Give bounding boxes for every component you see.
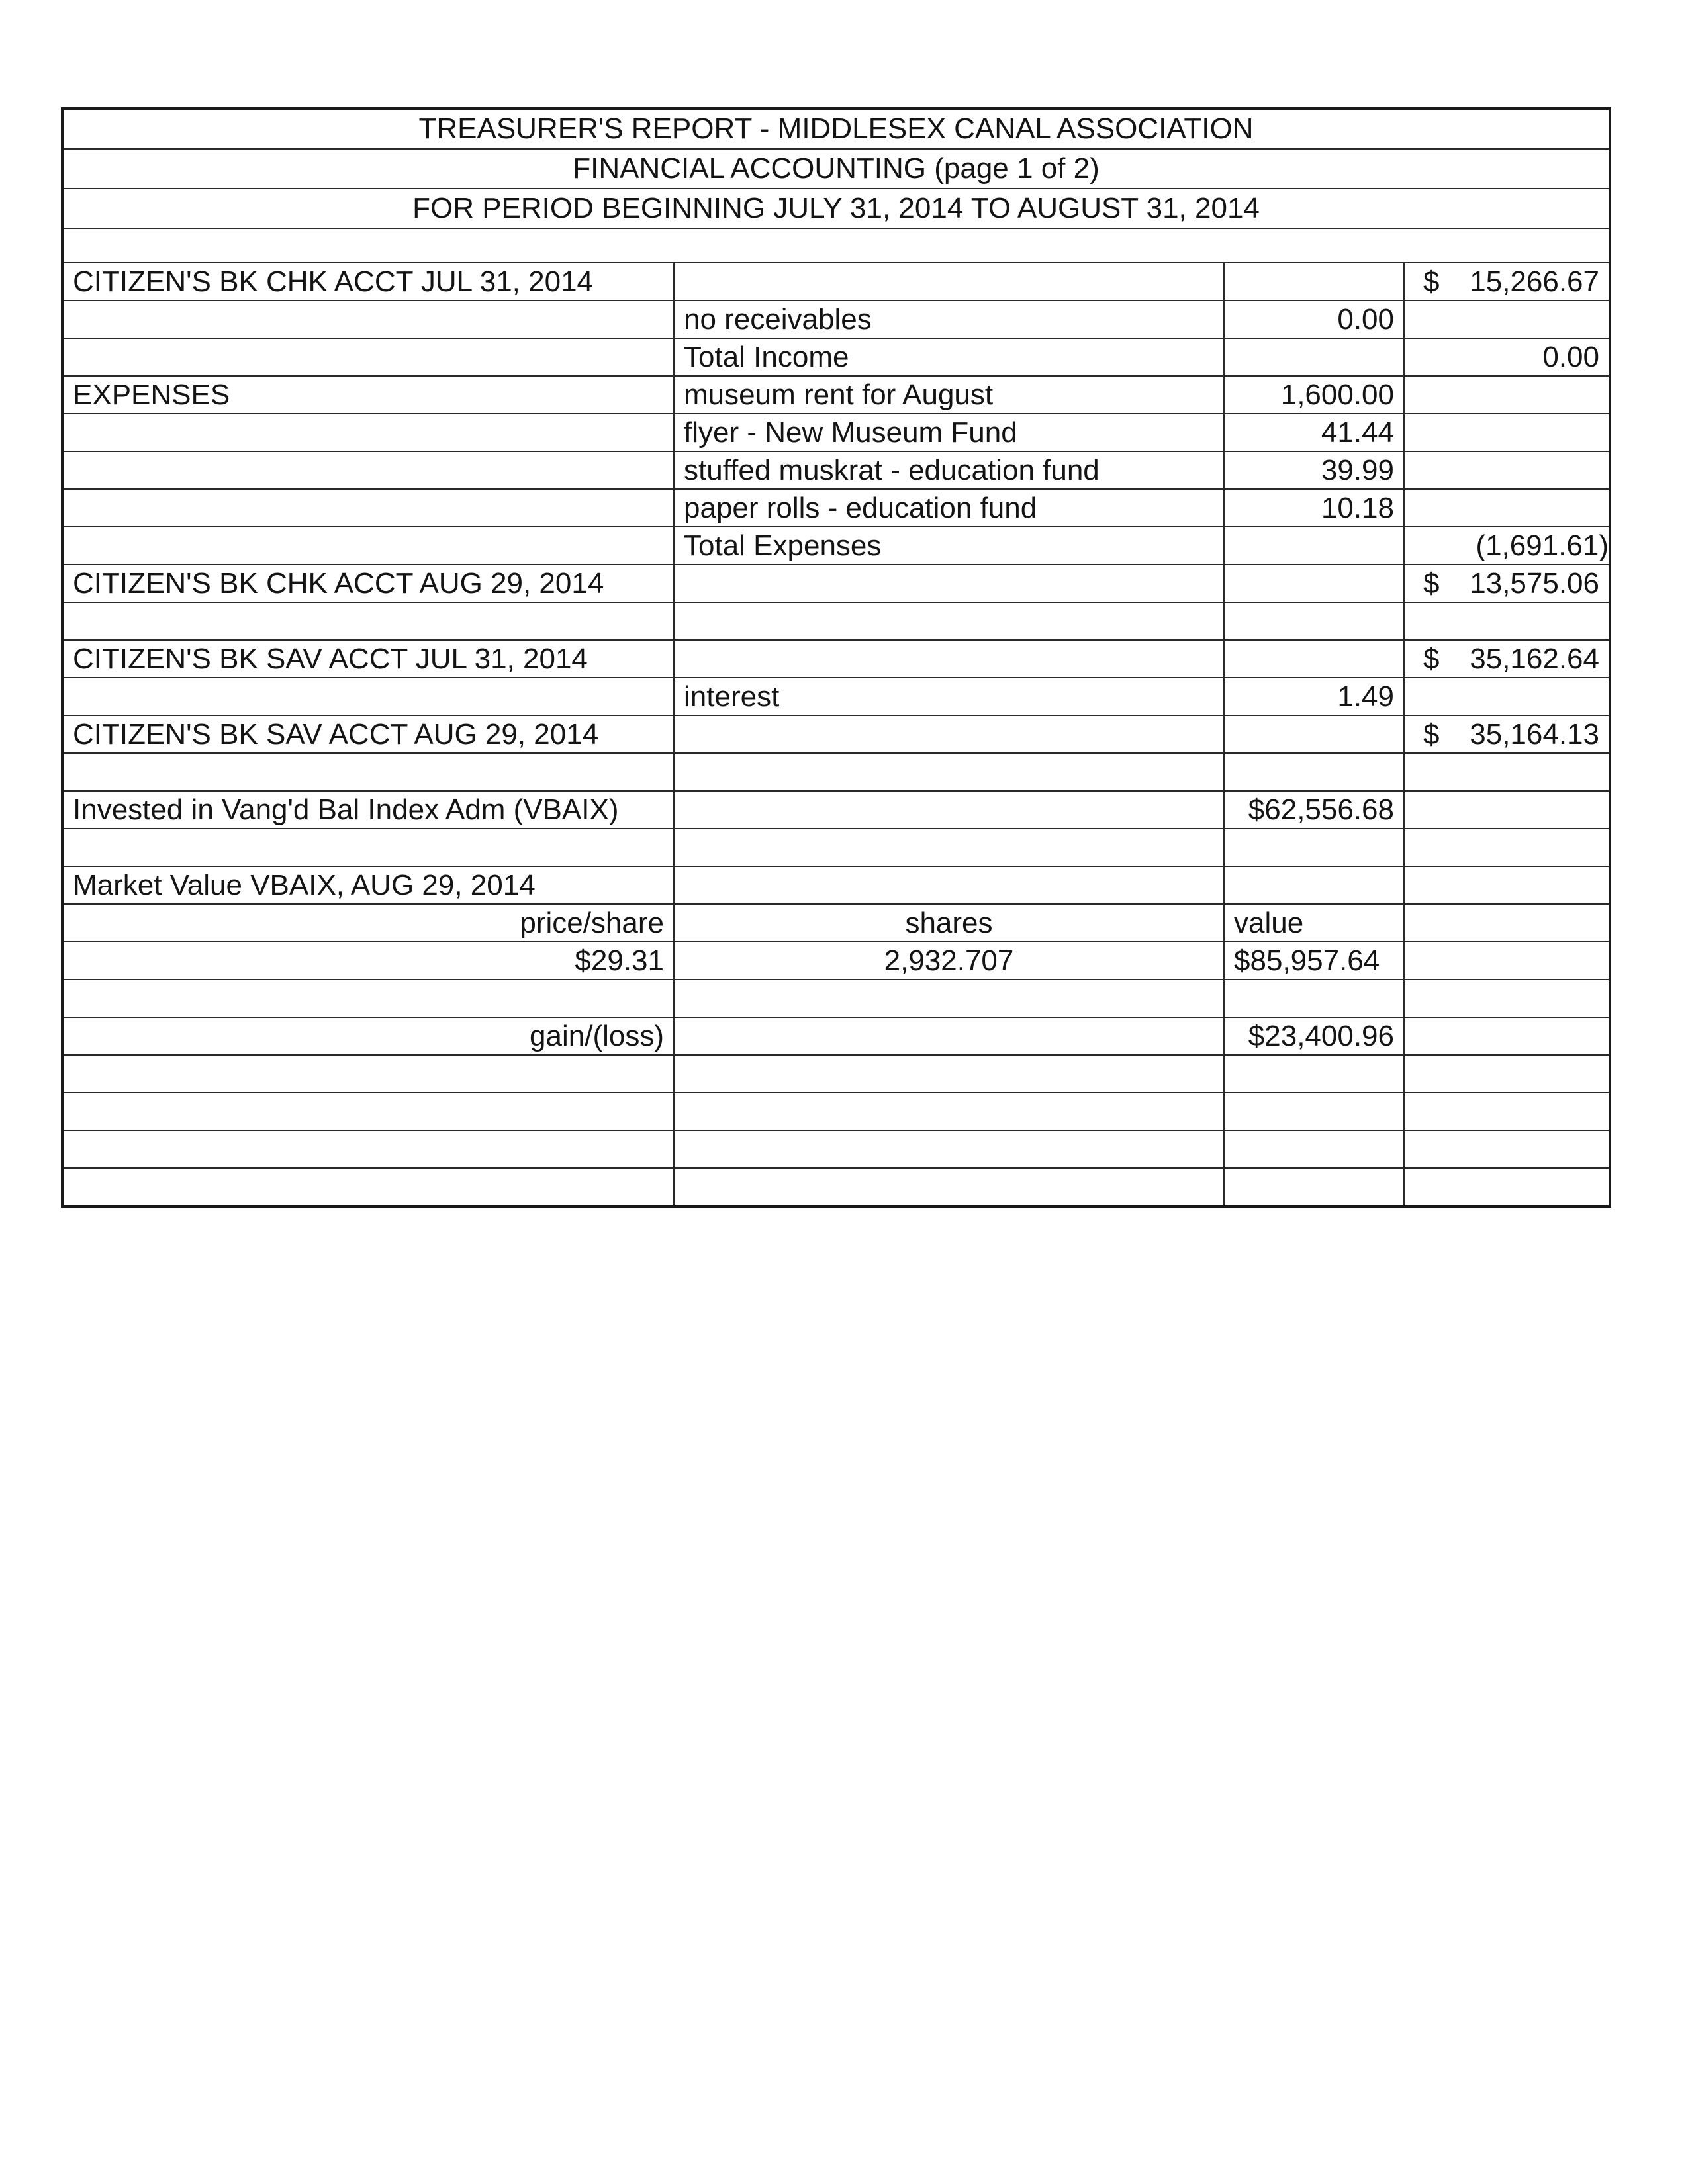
table-row [64,565,1609,602]
market-value-label: Market Value VBAIX, AUG 29, 2014 [64,866,674,904]
treasurers-report [61,107,1611,1208]
market-value: $85,957.64 [1224,942,1404,979]
table-row [64,829,1609,866]
table-row [64,338,1609,376]
table-row [64,942,1609,979]
shares-header: shares [674,904,1224,942]
price-header: price/share [64,904,674,942]
shares-value: 2,932.707 [674,942,1224,979]
investment-label: Invested in Vang'd Bal Index Adm (VBAIX) [64,791,674,829]
report-subtitle: FINANCIAL ACCOUNTING (page 1 of 2) [64,150,1609,189]
table-row [64,376,1609,414]
price-value: $29.31 [64,942,674,979]
table-row [64,602,1609,640]
receivables-amount: 0.00 [1224,300,1404,338]
expense-amount: 39.99 [1224,451,1404,489]
accounting-table [64,263,1609,1205]
table-row [64,791,1609,829]
expense-desc: stuffed muskrat - education fund [674,451,1224,489]
expense-amount: 41.44 [1224,414,1404,451]
interest-label: interest [674,678,1224,715]
table-row [64,263,1609,300]
savings-open-balance: $ 35,162.64 [1404,640,1609,678]
expenses-label: EXPENSES [64,376,674,414]
report-title: TREASURER'S REPORT - MIDDLESEX CANAL ASSOCIATION [64,110,1609,150]
gain-label: gain/(loss) [64,1017,674,1055]
table-row [64,715,1609,753]
expense-amount: 1,600.00 [1224,376,1404,414]
report-period: FOR PERIOD BEGINNING JULY 31, 2014 TO AUGUST 31, 2014 [64,189,1609,229]
savings-close-balance: $ 35,164.13 [1404,715,1609,753]
table-row [64,753,1609,791]
investment-amount: $62,556.68 [1224,791,1404,829]
savings-open-label: CITIZEN'S BK SAV ACCT JUL 31, 2014 [64,640,674,678]
table-row [64,640,1609,678]
table-row [64,1130,1609,1168]
header-spacer [64,229,1609,263]
interest-amount: 1.49 [1224,678,1404,715]
expense-desc: museum rent for August [674,376,1224,414]
table-row [64,1093,1609,1130]
table-row [64,489,1609,527]
expense-desc: flyer - New Museum Fund [674,414,1224,451]
table-row [64,300,1609,338]
total-expenses: (1,691.61) [1404,527,1609,565]
total-income-label: Total Income [674,338,1224,376]
table-row [64,1168,1609,1205]
table-row [64,904,1609,942]
checking-open-label: CITIZEN'S BK CHK ACCT JUL 31, 2014 [64,263,674,300]
savings-close-label: CITIZEN'S BK SAV ACCT AUG 29, 2014 [64,715,674,753]
value-header: value [1224,904,1404,942]
total-income: 0.00 [1404,338,1609,376]
checking-open-balance: $ 15,266.67 [1404,263,1609,300]
table-row [64,527,1609,565]
table-row [64,866,1609,904]
expense-amount: 10.18 [1224,489,1404,527]
table-row [64,979,1609,1017]
table-row [64,451,1609,489]
checking-close-label: CITIZEN'S BK CHK ACCT AUG 29, 2014 [64,565,674,602]
table-row [64,1017,1609,1055]
gain-value: $23,400.96 [1224,1017,1404,1055]
expense-desc: paper rolls - education fund [674,489,1224,527]
table-row [64,414,1609,451]
checking-close-balance: $ 13,575.06 [1404,565,1609,602]
table-row [64,1055,1609,1093]
receivables-label: no receivables [674,300,1224,338]
total-expenses-label: Total Expenses [674,527,1224,565]
table-row [64,678,1609,715]
